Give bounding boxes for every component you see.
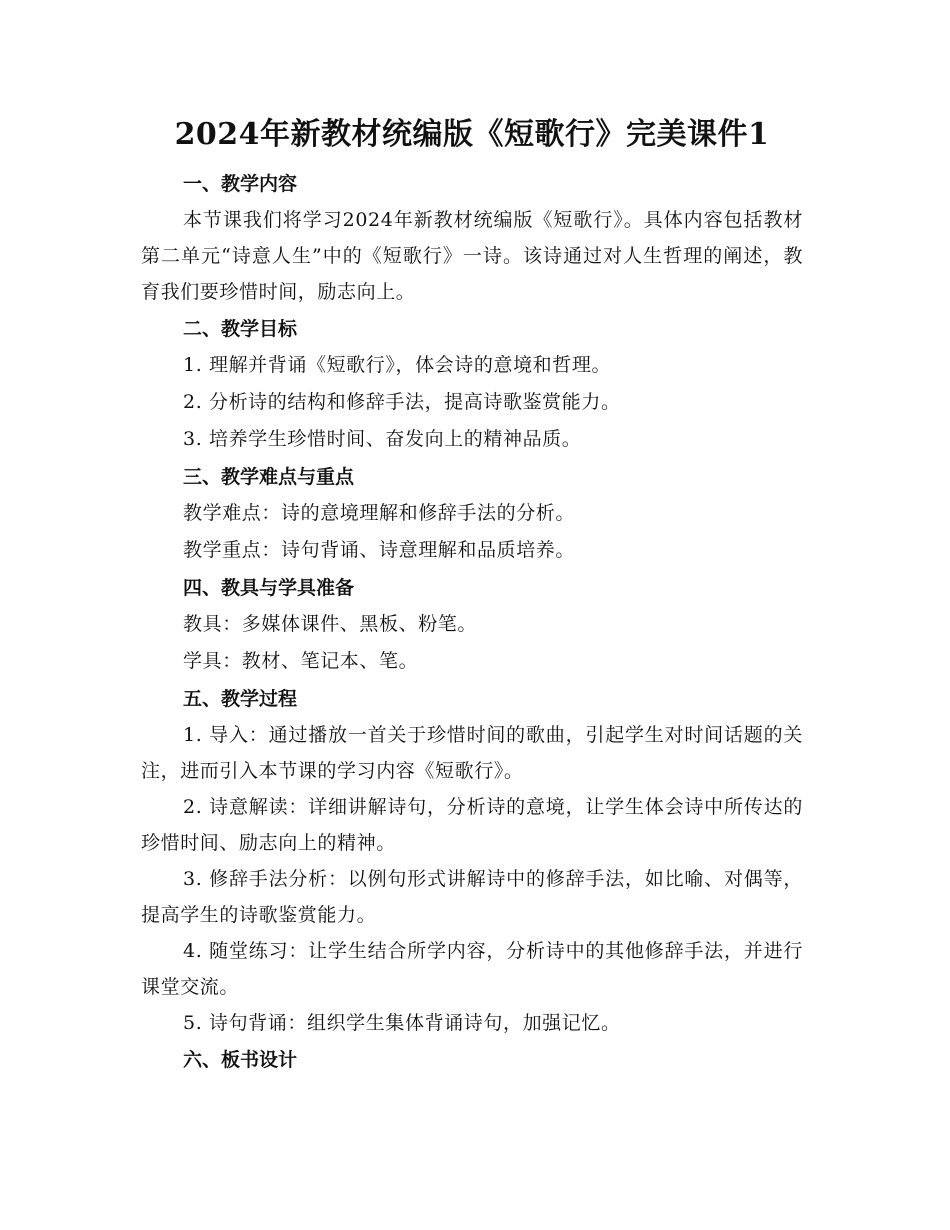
section-heading: 四、教具与学具准备 (183, 577, 355, 599)
list-item: 2. 分析诗的结构和修辞手法，提高诗歌鉴赏能力。 (183, 391, 621, 413)
list-item: 教具：多媒体课件、黑板、粉笔。 (183, 613, 478, 635)
document-page (141, 110, 803, 1078)
section-teaching-content (141, 166, 803, 310)
document-title: 2024年新教材统编版《短歌行》完美课件1 (174, 117, 770, 152)
list-item: 教学难点：诗的意境理解和修辞手法的分析。 (183, 502, 576, 524)
process-step: 5. 诗句背诵：组织学生集体背诵诗句，加强记忆。 (183, 1012, 621, 1034)
section-heading: 六、板书设计 (183, 1049, 298, 1071)
process-step: 3. 修辞手法分析：以例句形式讲解诗中的修辞手法，如比喻、对偶等，提高学生的诗歌鉴赏能力。 (141, 868, 803, 926)
process-step: 2. 诗意解读：详细讲解诗句，分析诗的意境，让学生体会诗中所传达的珍惜时间、励志向上的精神。 (141, 796, 803, 854)
section-teaching-goals (141, 311, 803, 458)
section-difficulties-and-keys (141, 459, 803, 569)
list-item: 3. 培养学生珍惜时间、奋发向上的精神品质。 (183, 428, 582, 450)
list-item: 学具：教材、笔记本、笔。 (183, 650, 419, 672)
section-paragraph: 本节课我们将学习2024年新教材统编版《短歌行》。具体内容包括教材第二单元“诗意人生”中的《短歌行》一诗。该诗通过对人生哲理的阐述，教育我们要珍惜时间，励志向上。 (141, 209, 803, 303)
section-heading: 一、教学内容 (183, 173, 298, 195)
section-teaching-tools (141, 570, 803, 680)
section-board-design (141, 1042, 803, 1078)
section-heading: 二、教学目标 (183, 318, 298, 340)
section-heading: 五、教学过程 (183, 688, 298, 710)
process-step: 1. 导入：通过播放一首关于珍惜时间的歌曲，引起学生对时间话题的关注，进而引入本节课的学习内容《短歌行》。 (141, 724, 803, 782)
section-heading: 三、教学难点与重点 (183, 466, 355, 488)
process-step: 4. 随堂练习：让学生结合所学内容，分析诗中的其他修辞手法，并进行课堂交流。 (141, 940, 803, 998)
section-teaching-process (141, 681, 803, 1041)
list-item: 1. 理解并背诵《短歌行》，体会诗的意境和哲理。 (183, 354, 612, 376)
list-item: 教学重点：诗句背诵、诗意理解和品质培养。 (183, 539, 576, 561)
